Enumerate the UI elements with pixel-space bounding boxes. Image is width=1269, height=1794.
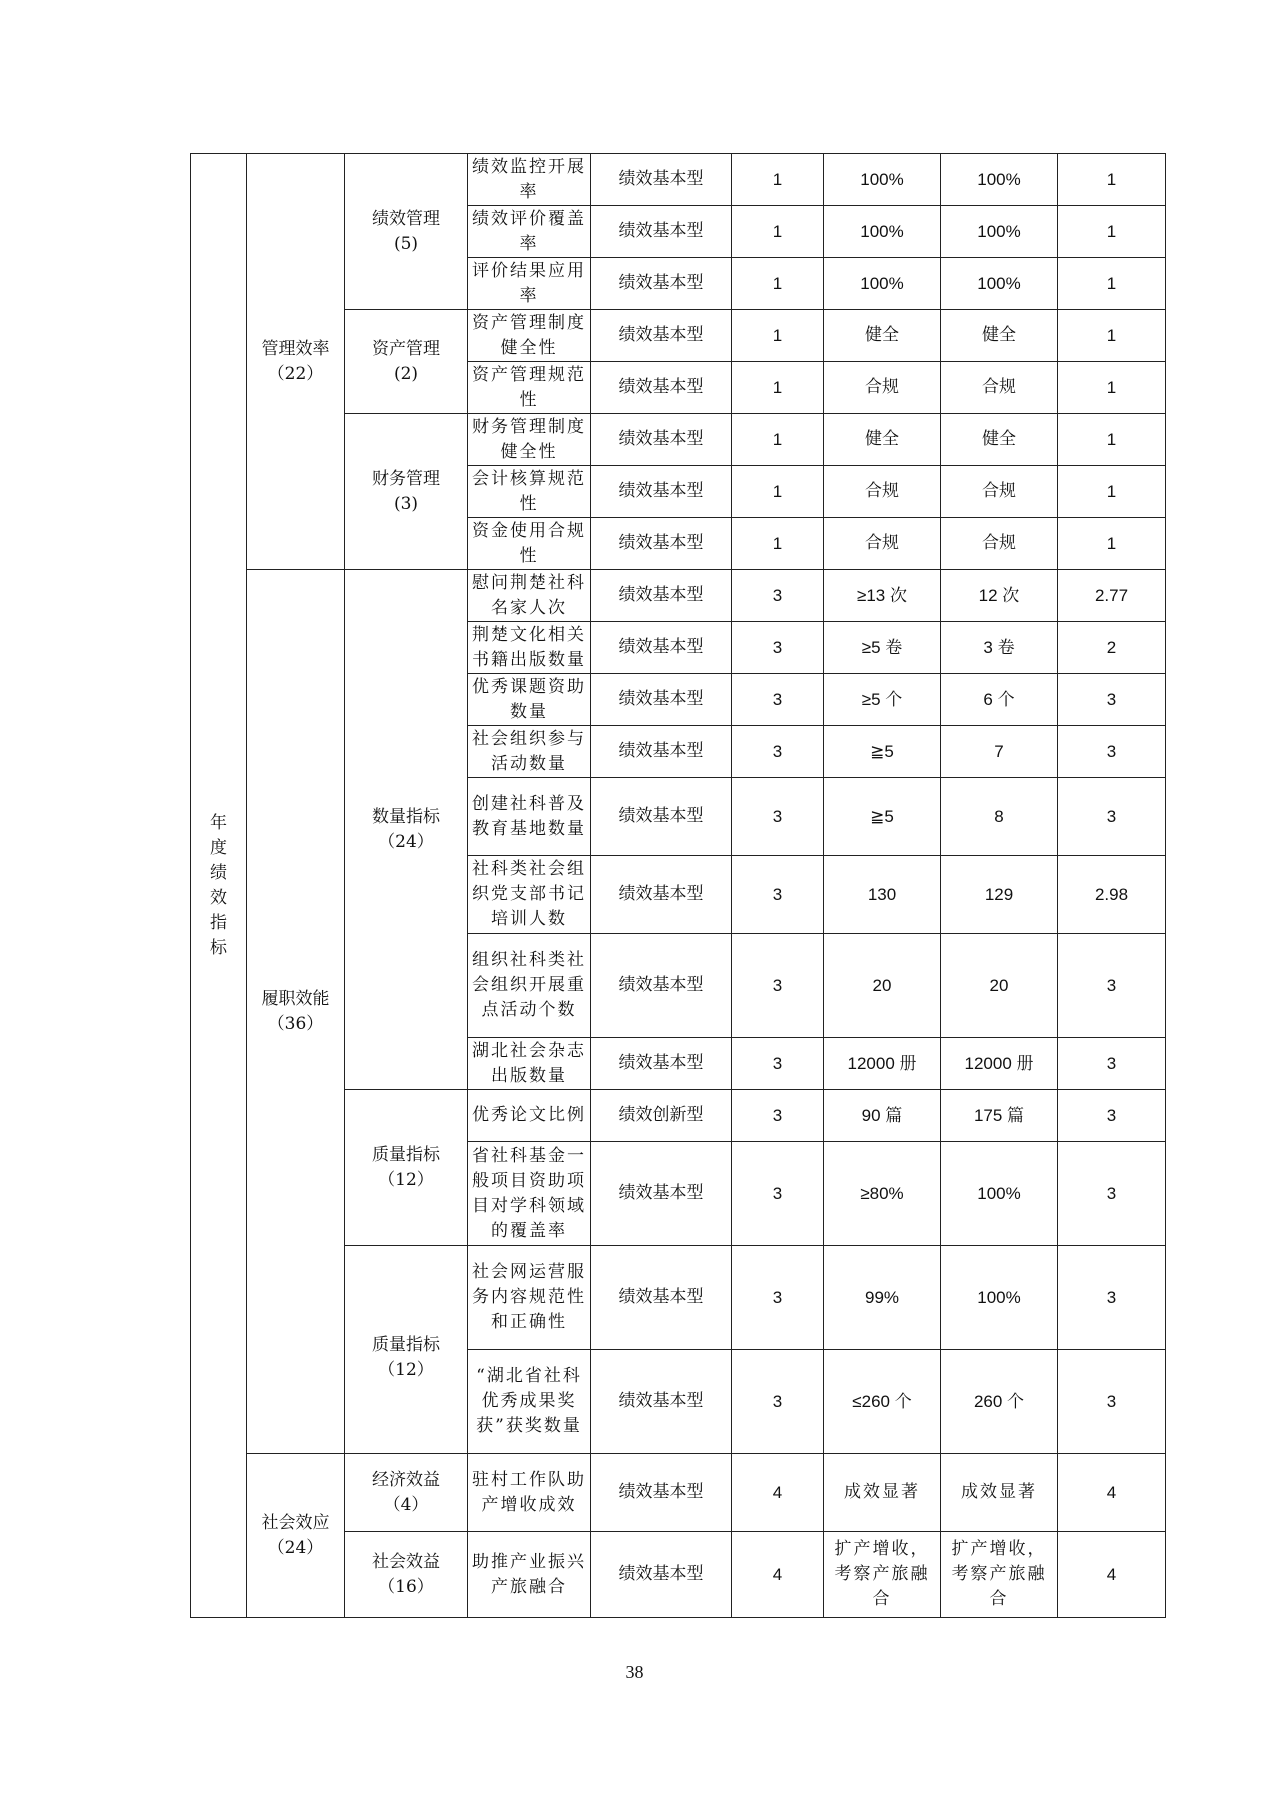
indicator-score: 1	[1058, 518, 1166, 570]
indicator-type: 绩效基本型	[591, 310, 732, 362]
indicator-type: 绩效基本型	[591, 726, 732, 778]
indicator-score: 1	[1058, 414, 1166, 466]
indicator-score: 1	[1058, 362, 1166, 414]
indicator-score: 1	[1058, 206, 1166, 258]
indicator-weight: 1	[732, 310, 824, 362]
indicator-score: 2.98	[1058, 856, 1166, 934]
indicator-target: 90 篇	[824, 1090, 941, 1142]
table-row	[191, 154, 1166, 206]
indicator-weight: 3	[732, 726, 824, 778]
indicator-target: ≧5	[824, 726, 941, 778]
indicator-name: 优秀论文比例	[468, 1090, 591, 1142]
indicator-actual: 260 个	[941, 1350, 1058, 1454]
performance-indicator-table	[190, 153, 1166, 1618]
indicator-weight: 1	[732, 518, 824, 570]
indicator-name: 优秀课题资助数量	[468, 674, 591, 726]
indicator-actual: 12 次	[941, 570, 1058, 622]
indicator-actual: 175 篇	[941, 1090, 1058, 1142]
indicator-target: ≥80%	[824, 1142, 941, 1246]
indicator-name: 慰问荆楚社科名家人次	[468, 570, 591, 622]
indicator-weight: 3	[732, 1246, 824, 1350]
indicator-weight: 3	[732, 1090, 824, 1142]
indicator-score: 1	[1058, 154, 1166, 206]
indicator-target: 12000 册	[824, 1038, 941, 1090]
indicator-type: 绩效基本型	[591, 258, 732, 310]
indicator-weight: 1	[732, 258, 824, 310]
indicator-weight: 3	[732, 856, 824, 934]
indicator-weight: 3	[732, 674, 824, 726]
indicator-actual: 7	[941, 726, 1058, 778]
indicator-score: 3	[1058, 934, 1166, 1038]
indicator-name: 社会网运营服务内容规范性和正确性	[468, 1246, 591, 1350]
indicator-target: 健全	[824, 414, 941, 466]
indicator-name: 社科类社会组织党支部书记培训人数	[468, 856, 591, 934]
indicator-target: 100%	[824, 258, 941, 310]
indicator-name: 湖北社会杂志出版数量	[468, 1038, 591, 1090]
indicator-weight: 4	[732, 1532, 824, 1618]
indicator-score: 3	[1058, 1038, 1166, 1090]
level3-social-benefit: 社会效益（16）	[345, 1532, 468, 1618]
level3-economic-benefit: 经济效益（4）	[345, 1454, 468, 1532]
indicator-target: 成效显著	[824, 1454, 941, 1532]
indicator-name: 资产管理规范性	[468, 362, 591, 414]
indicator-score: 3	[1058, 674, 1166, 726]
level1-label: 年度绩效指标	[191, 154, 247, 1618]
indicator-score: 4	[1058, 1532, 1166, 1618]
indicator-score: 3	[1058, 1246, 1166, 1350]
level3-quality-indicators-a: 质量指标（12）	[345, 1090, 468, 1246]
indicator-name: 绩效监控开展率	[468, 154, 591, 206]
indicator-type: 绩效基本型	[591, 934, 732, 1038]
indicator-name: 资金使用合规性	[468, 518, 591, 570]
indicator-actual: 129	[941, 856, 1058, 934]
indicator-actual: 合规	[941, 466, 1058, 518]
indicator-actual: 健全	[941, 414, 1058, 466]
indicator-name: 绩效评价覆盖率	[468, 206, 591, 258]
indicator-target: 合规	[824, 518, 941, 570]
level3-quality-indicators-b: 质量指标（12）	[345, 1246, 468, 1454]
indicator-target: 健全	[824, 310, 941, 362]
indicator-weight: 1	[732, 362, 824, 414]
indicator-weight: 1	[732, 206, 824, 258]
table-row	[191, 1454, 1166, 1532]
indicator-name: 创建社科普及教育基地数量	[468, 778, 591, 856]
indicator-weight: 3	[732, 778, 824, 856]
indicator-type: 绩效基本型	[591, 1246, 732, 1350]
indicator-actual: 100%	[941, 154, 1058, 206]
indicator-score: 3	[1058, 726, 1166, 778]
indicator-actual: 100%	[941, 258, 1058, 310]
indicator-actual: 100%	[941, 1142, 1058, 1246]
indicator-weight: 3	[732, 570, 824, 622]
indicator-type: 绩效基本型	[591, 1142, 732, 1246]
indicator-score: 3	[1058, 778, 1166, 856]
indicator-type: 绩效基本型	[591, 570, 732, 622]
indicator-name: “湖北省社科优秀成果奖获”获奖数量	[468, 1350, 591, 1454]
indicator-actual: 合规	[941, 362, 1058, 414]
indicator-weight: 4	[732, 1454, 824, 1532]
indicator-target: ≤260 个	[824, 1350, 941, 1454]
level3-asset-management: 资产管理(2)	[345, 310, 468, 414]
indicator-name: 财务管理制度健全性	[468, 414, 591, 466]
indicator-target: 130	[824, 856, 941, 934]
indicator-name: 助推产业振兴产旅融合	[468, 1532, 591, 1618]
indicator-name: 驻村工作队助产增收成效	[468, 1454, 591, 1532]
indicator-target: ≥5 个	[824, 674, 941, 726]
indicator-target: 100%	[824, 154, 941, 206]
indicator-type: 绩效基本型	[591, 466, 732, 518]
indicator-score: 3	[1058, 1090, 1166, 1142]
indicator-weight: 3	[732, 1142, 824, 1246]
level3-quantity-indicators: 数量指标（24）	[345, 570, 468, 1090]
indicator-name: 社会组织参与活动数量	[468, 726, 591, 778]
indicator-score: 4	[1058, 1454, 1166, 1532]
indicator-type: 绩效基本型	[591, 154, 732, 206]
indicator-name: 荆楚文化相关书籍出版数量	[468, 622, 591, 674]
level3-performance-management: 绩效管理(5)	[345, 154, 468, 310]
indicator-actual: 6 个	[941, 674, 1058, 726]
indicator-weight: 3	[732, 934, 824, 1038]
indicator-weight: 3	[732, 1350, 824, 1454]
indicator-actual: 8	[941, 778, 1058, 856]
indicator-target: 合规	[824, 466, 941, 518]
indicator-name: 会计核算规范性	[468, 466, 591, 518]
indicator-name: 资产管理制度健全性	[468, 310, 591, 362]
indicator-score: 1	[1058, 310, 1166, 362]
indicator-weight: 3	[732, 622, 824, 674]
indicator-target: 合规	[824, 362, 941, 414]
indicator-type: 绩效基本型	[591, 362, 732, 414]
indicator-target: 99%	[824, 1246, 941, 1350]
indicator-actual: 合规	[941, 518, 1058, 570]
indicator-type: 绩效基本型	[591, 778, 732, 856]
indicator-score: 2	[1058, 622, 1166, 674]
indicator-type: 绩效基本型	[591, 1038, 732, 1090]
indicator-type: 绩效基本型	[591, 622, 732, 674]
indicator-target: ≥13 次	[824, 570, 941, 622]
indicator-type: 绩效基本型	[591, 1454, 732, 1532]
indicator-weight: 1	[732, 466, 824, 518]
indicator-target: 20	[824, 934, 941, 1038]
indicator-actual: 扩产增收，考察产旅融合	[941, 1532, 1058, 1618]
indicator-target: 扩产增收，考察产旅融合	[824, 1532, 941, 1618]
indicator-name: 评价结果应用率	[468, 258, 591, 310]
indicator-score: 2.77	[1058, 570, 1166, 622]
indicator-type: 绩效基本型	[591, 1350, 732, 1454]
indicator-actual: 成效显著	[941, 1454, 1058, 1532]
level2-duty-performance: 履职效能（36）	[247, 570, 345, 1454]
indicator-type: 绩效基本型	[591, 674, 732, 726]
indicator-score: 3	[1058, 1142, 1166, 1246]
indicator-type: 绩效基本型	[591, 518, 732, 570]
indicator-type: 绩效基本型	[591, 206, 732, 258]
indicator-score: 1	[1058, 466, 1166, 518]
indicator-actual: 12000 册	[941, 1038, 1058, 1090]
indicator-actual: 20	[941, 934, 1058, 1038]
indicator-score: 3	[1058, 1350, 1166, 1454]
indicator-actual: 3 卷	[941, 622, 1058, 674]
level3-finance-management: 财务管理(3)	[345, 414, 468, 570]
indicator-target: ≥5 卷	[824, 622, 941, 674]
indicator-actual: 100%	[941, 206, 1058, 258]
indicator-type: 绩效基本型	[591, 856, 732, 934]
indicator-score: 1	[1058, 258, 1166, 310]
indicator-weight: 1	[732, 154, 824, 206]
indicator-actual: 健全	[941, 310, 1058, 362]
indicator-target: 100%	[824, 206, 941, 258]
indicator-type: 绩效基本型	[591, 1532, 732, 1618]
indicator-actual: 100%	[941, 1246, 1058, 1350]
indicator-type: 绩效创新型	[591, 1090, 732, 1142]
indicator-name: 组织社科类社会组织开展重点活动个数	[468, 934, 591, 1038]
indicator-weight: 3	[732, 1038, 824, 1090]
table-row	[191, 570, 1166, 622]
level2-social-effect: 社会效应（24）	[247, 1454, 345, 1618]
indicator-type: 绩效基本型	[591, 414, 732, 466]
indicator-name: 省社科基金一般项目资助项目对学科领域的覆盖率	[468, 1142, 591, 1246]
indicator-weight: 1	[732, 414, 824, 466]
page-number: 38	[625, 1662, 644, 1682]
level2-mgmt-efficiency: 管理效率（22）	[247, 154, 345, 570]
indicator-target: ≧5	[824, 778, 941, 856]
